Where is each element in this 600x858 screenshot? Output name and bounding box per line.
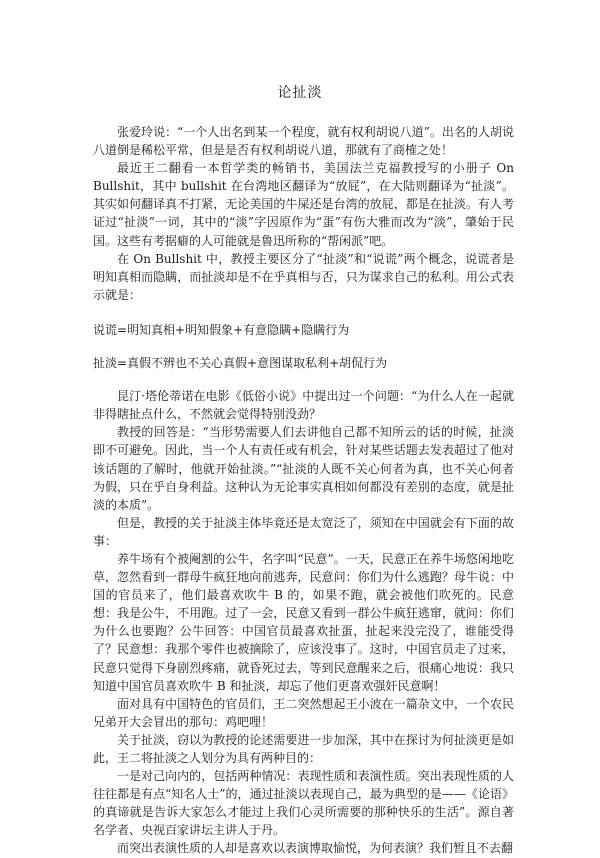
paragraph: 养牛场有个被阉割的公牛，名字叫“民意”。一天，民意正在养牛场悠闲地吃草，忽然看到一群母牛疯狂地向前逃奔，民意问：你们为什么逃跑？母牛说：中国的官员来了，他们最喜欢吹牛 B 的，如果不跑，就会被他们吹死的。民意想：我是公牛，不用跑。过了一会，民意又看到一群公牛疯狂逃窜，就问：你们为什么也要跑？公牛回答：中国官员最喜欢扯蛋，扯起来没完没了，谁能受得了？民意想：我那个零件也被摘除了，应该没事了。这时，中国官员走了过来，民意只觉得下身剧烈疼痛，就昏死过去，等到民意醒来之后，很痛心地说：我只知道中国官员喜欢吹牛 B 和扯淡，却忘了他们更喜欢强奸民意啊！ bbox=[93, 551, 514, 693]
paragraph: 教授的回答是：“当形势需要人们去讲他自己都不知所云的话的时候，扯淡即不可避免。因此，当一个人有责任或有机会，针对某些话题去发表超过了他对该话题的了解时，他就开始扯淡。”“扯淡的人既不关心何者为真，也不关心何者为假，只在乎自身利益。这种认为无论事实真相如何都没有差别的态度，就是扯淡的本质”。 bbox=[93, 425, 514, 512]
paragraph: 昆汀·塔伦蒂诺在电影《低俗小说》中提出过一个问题：“为什么人在一起就非得瞎扯点什么，不然就会觉得特别没劲？ bbox=[93, 389, 514, 422]
paragraph: 张爱玲说：“一个人出名到某一个程度，就有权利胡说八道”。出名的人胡说八道倒是稀松平常，但是是否有权利胡说八道，那就有了商榷之处！ bbox=[93, 125, 514, 158]
spacer bbox=[93, 339, 514, 354]
paragraph: 一是对己向内的，包括两种情况：表现性质和表演性质。突出表现性质的人往往都是有点“知名人士”的，通过扯淡以表现自己，最为典型的是——《论语》的真谛就是告诉大家怎么才能过上我们心灵所需要的那种快乐的生活”。源自著名学者、央视百家讲坛主讲人于丹。 bbox=[93, 769, 514, 838]
paragraph: 而突出表演性质的人却是喜欢以表演博取愉悦，为何表演？我们暂且不去翻 bbox=[117, 841, 514, 856]
paragraph: 在 On Bullshit 中，教授主要区分了“扯淡”和“说谎”两个概念，说谎者是明知真相而隐瞒，而扯淡却是不在乎真相与否，只为谋求自己的私利。用公式表示就是： bbox=[93, 251, 514, 302]
spacer bbox=[93, 304, 514, 321]
paragraph: 最近王二翻看一本哲学类的畅销书，美国法兰克福教授写的小册子 On Bullshit，其中 bullshit 在台湾地区翻译为“放屁”，在大陆则翻译为“扯淡”。其实如何翻译真不打紧，无论美国的牛屎还是台湾的放屁，都是在扯淡。有人考证过“扯淡”一词，其中的“淡”字因原作为“蛋”有伤大雅而改为“淡”，肇始于民国。这些有考据癖的人可能就是鲁迅所称的“帮闲派”吧。 bbox=[93, 161, 514, 248]
article-body bbox=[93, 123, 514, 858]
spacer bbox=[93, 372, 514, 387]
formula-lie: 说谎=明知真相+明知假象+有意隐瞒+隐瞒行为 bbox=[93, 322, 350, 337]
paragraph: 关于扯淡，窃以为教授的论述需要进一步加深，其中在探讨为何扯淡更是如此，王二将扯淡之人划分为具有两种目的： bbox=[93, 732, 514, 765]
paragraph: 面对具有中国特色的官员们，王二突然想起王小波在一篇杂文中，一个农民兄弟开大会冒出的那句：鸡吧哩！ bbox=[93, 696, 514, 729]
formula-bullshit: 扯淡=真假不辨也不关心真假+意图谋取私利+胡侃行为 bbox=[93, 356, 388, 371]
page-title: 论扯淡 bbox=[277, 85, 323, 101]
paragraph: 但是，教授的关于扯淡主体毕竟还是太宽泛了，须知在中国就会有下面的故事： bbox=[93, 515, 514, 548]
